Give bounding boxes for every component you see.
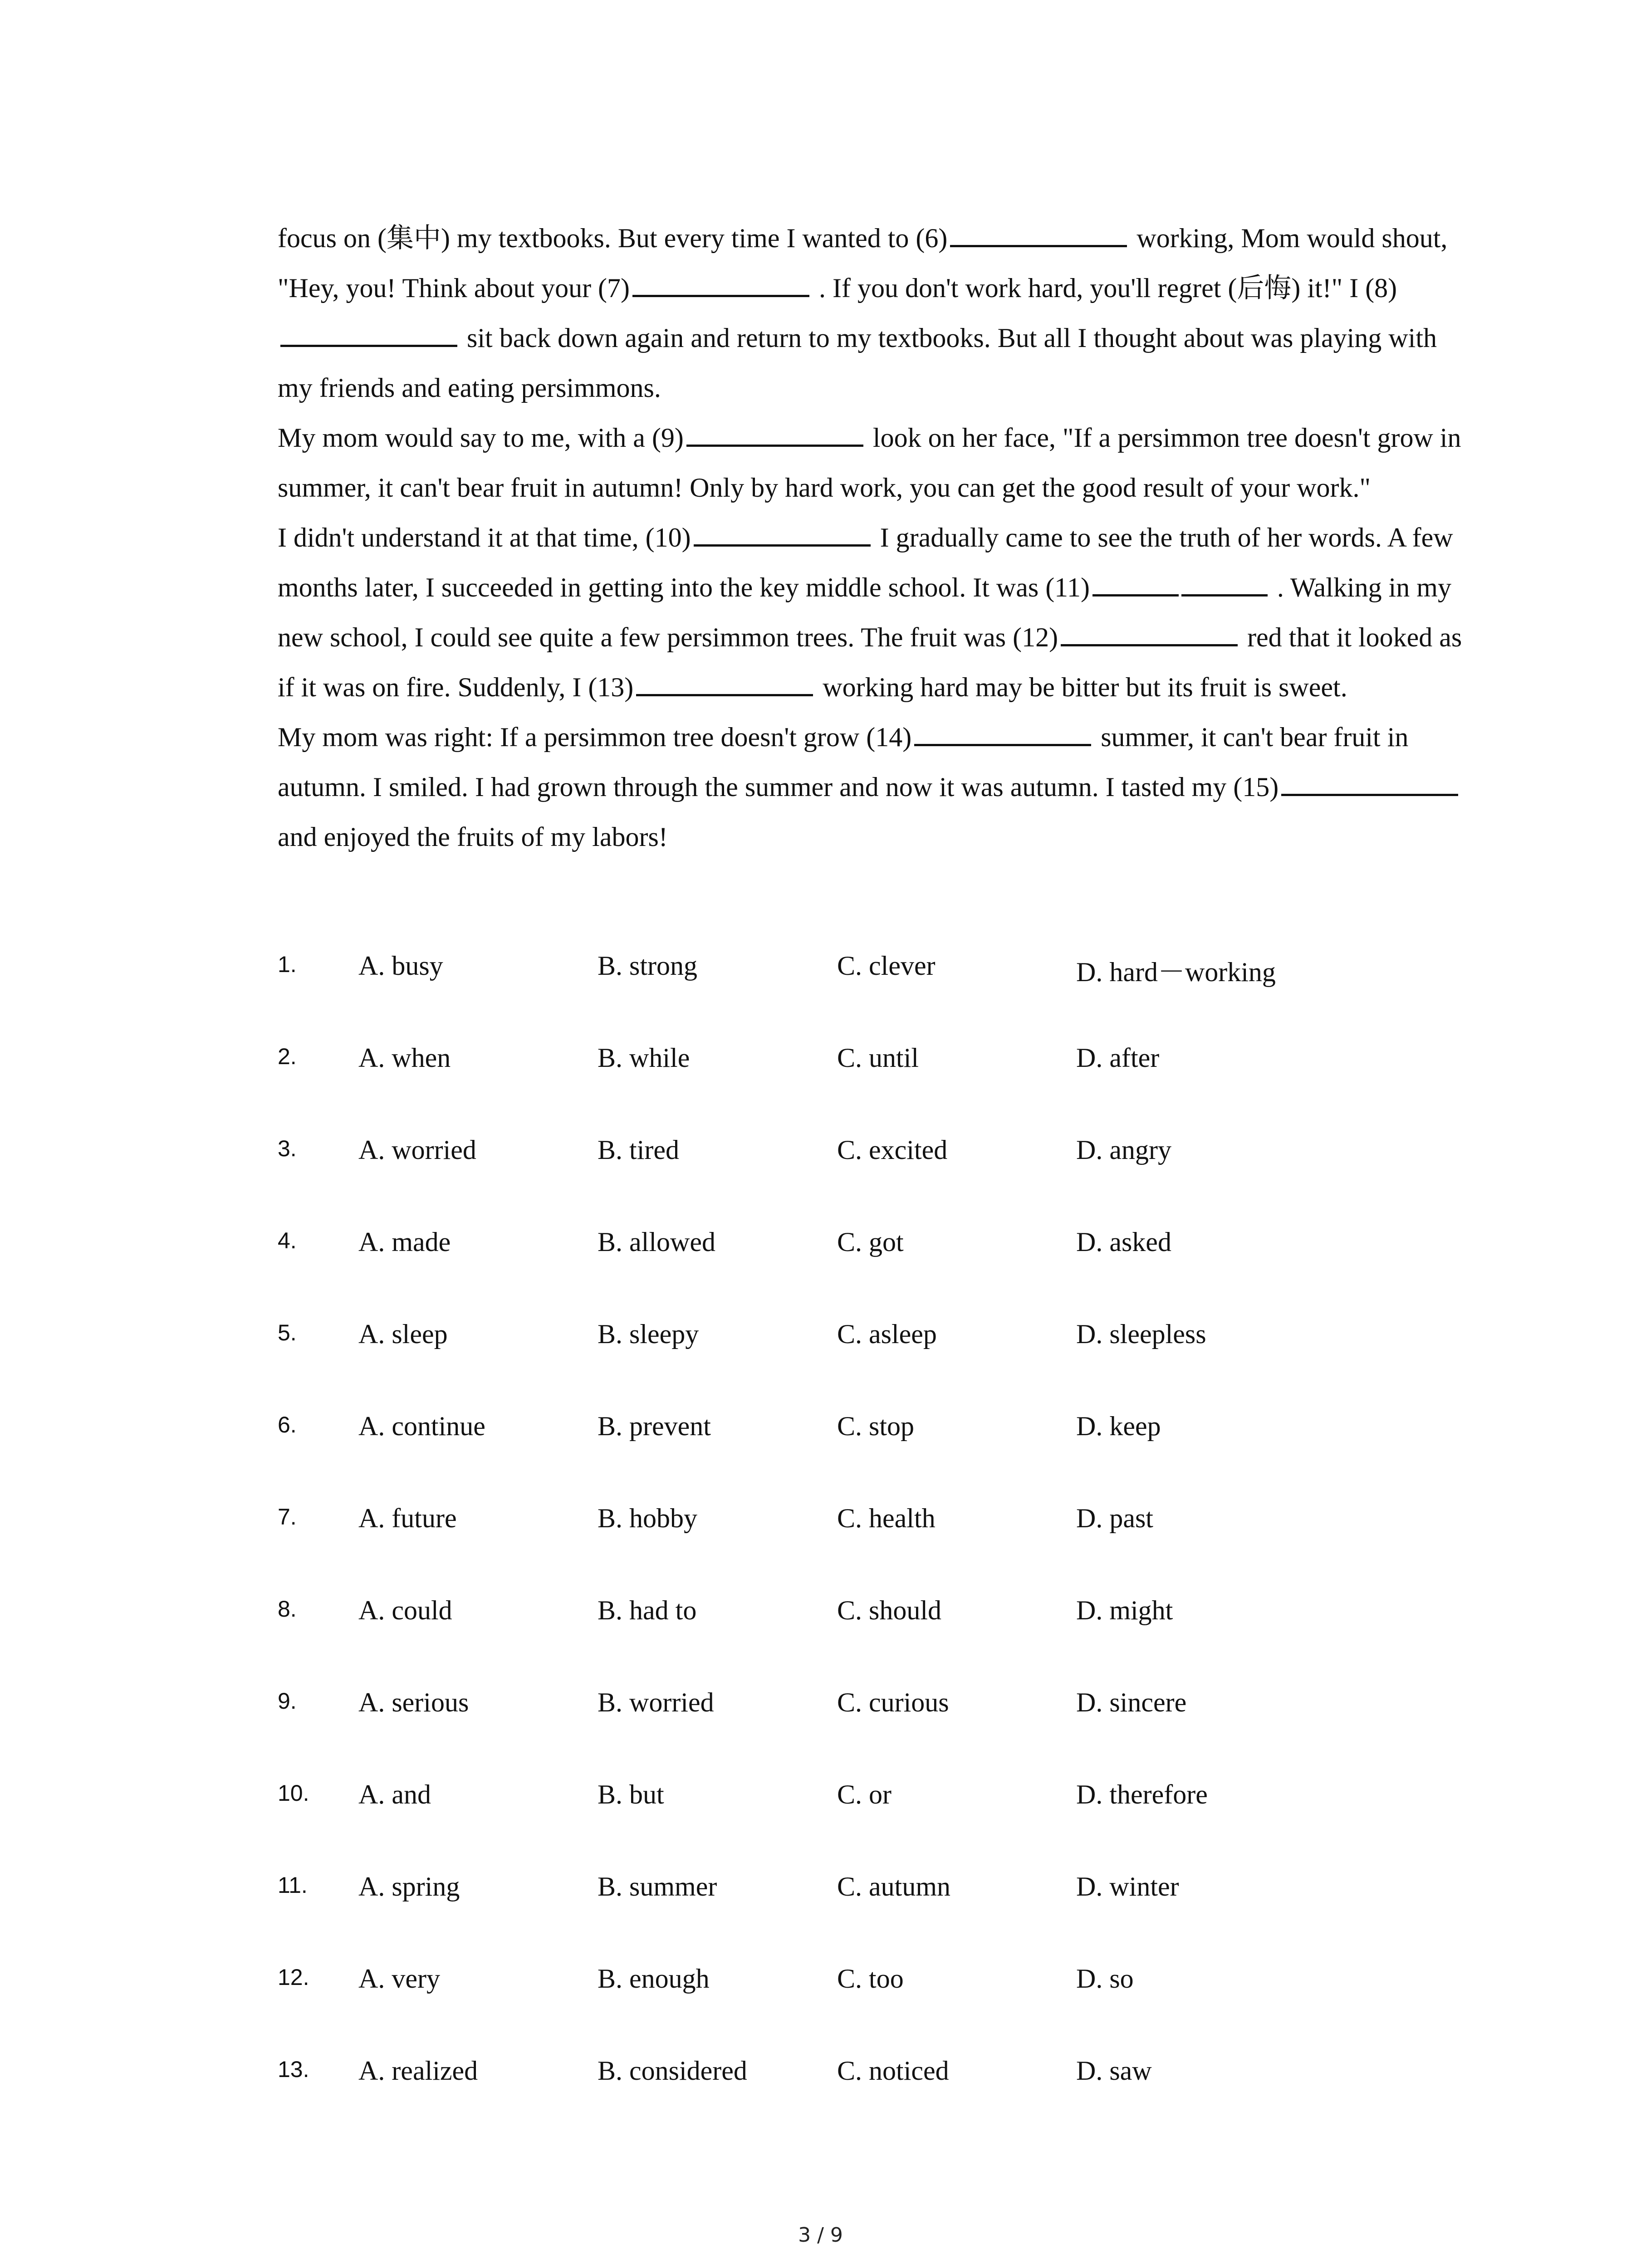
question-number: 4.	[278, 1228, 297, 1253]
question-row	[278, 1687, 1503, 1779]
option-b: B. summer	[598, 1872, 717, 1901]
passage-text: sit back down again and return to my textbooks. But all I thought about was playing with my friends and eating persimmons.	[278, 323, 1437, 403]
option-a: A. could	[358, 1595, 452, 1625]
question-row	[278, 1411, 1503, 1503]
option-c: C. noticed	[837, 2056, 949, 2086]
question-number: 7.	[278, 1504, 297, 1530]
question-row	[278, 1134, 1503, 1227]
question-row	[278, 1042, 1503, 1134]
answer-blank-11	[1092, 562, 1179, 596]
answer-blank-10	[694, 513, 871, 547]
option-b: B. had to	[598, 1595, 697, 1625]
question-number: 1.	[278, 952, 297, 977]
option-c: C. autumn	[837, 1872, 950, 1901]
option-b: B. enough	[598, 1964, 710, 1994]
option-c: C. should	[837, 1595, 942, 1625]
option-c: C. health	[837, 1503, 936, 1533]
question-row	[278, 2055, 1503, 2147]
question-number: 9.	[278, 1688, 297, 1714]
option-c: C. until	[837, 1043, 919, 1073]
passage-text: . If you don't work hard, you'll regret (后悔) it!" I (8)	[812, 273, 1397, 303]
option-c: C. curious	[837, 1687, 949, 1717]
option-b: B. strong	[598, 951, 698, 981]
passage-text: focus on (集中) my textbooks. But every time I wanted to (6)	[278, 223, 948, 253]
paragraph-4	[278, 712, 1466, 862]
answer-blank-6	[950, 213, 1127, 247]
option-b: B. allowed	[598, 1227, 715, 1257]
option-d: D. after	[1076, 1043, 1160, 1073]
question-number: 13.	[278, 2057, 309, 2082]
option-c: C. stop	[837, 1411, 915, 1441]
option-a: A. serious	[358, 1687, 469, 1717]
option-d: D. sleepless	[1076, 1319, 1206, 1349]
option-d: D. angry	[1076, 1135, 1171, 1165]
option-d: D. sincere	[1076, 1687, 1187, 1717]
option-b: B. sleepy	[598, 1319, 699, 1349]
passage-text: look on her face, "If a persimmon tree doesn't grow in summer, it can't bear fruit in autumn! Only by hard work, you can get the good result of your work."	[278, 423, 1461, 503]
option-b: B. worried	[598, 1687, 714, 1717]
question-number: 11.	[278, 1872, 308, 1898]
question-number: 5.	[278, 1320, 297, 1345]
question-number: 10.	[278, 1780, 309, 1806]
passage-text: I gradually came to see the truth of her words. A few months later, I succeeded in getting into the key middle school. It was (11)	[278, 523, 1453, 602]
option-c: C. or	[837, 1779, 892, 1809]
option-d: D. asked	[1076, 1227, 1171, 1257]
paragraph-1	[278, 213, 1466, 413]
option-d: D. keep	[1076, 1411, 1161, 1441]
option-b: B. hobby	[598, 1503, 698, 1533]
option-d: D. winter	[1076, 1872, 1179, 1901]
option-a: A. worried	[358, 1135, 476, 1165]
option-a: A. busy	[358, 951, 443, 981]
question-row	[278, 1503, 1503, 1595]
answer-blank-14	[914, 712, 1091, 746]
paragraph-3	[278, 513, 1466, 712]
question-row	[278, 1595, 1503, 1687]
question-row	[278, 1871, 1503, 1963]
question-options-list	[278, 950, 1503, 2147]
option-b: B. while	[598, 1043, 690, 1073]
passage-text: . Walking in my new school, I could see quite a few persimmon trees. The fruit was (12)	[278, 572, 1451, 652]
answer-blank-11-continued	[1181, 562, 1268, 596]
answer-blank-15	[1281, 762, 1458, 796]
question-number: 8.	[278, 1596, 297, 1622]
question-number: 3.	[278, 1136, 297, 1161]
answer-blank-8	[280, 313, 457, 347]
question-row	[278, 1963, 1503, 2055]
question-row	[278, 1779, 1503, 1871]
page-number: 3 / 9	[798, 2224, 843, 2247]
option-d: D. therefore	[1076, 1779, 1208, 1809]
question-row	[278, 1319, 1503, 1411]
option-c: C. got	[837, 1227, 904, 1257]
question-number: 2.	[278, 1044, 297, 1069]
option-a: A. future	[358, 1503, 457, 1533]
option-d: D. saw	[1076, 2056, 1152, 2086]
option-b: B. considered	[598, 2056, 747, 2086]
option-a: A. spring	[358, 1872, 460, 1901]
option-b: B. tired	[598, 1135, 679, 1165]
paragraph-2	[278, 413, 1466, 513]
option-c: C. too	[837, 1964, 904, 1994]
option-a: A. realized	[358, 2056, 478, 2086]
option-c: C. excited	[837, 1135, 948, 1165]
passage-text: I didn't understand it at that time, (10)	[278, 523, 691, 552]
passage-text: working, Mom would shout, "Hey, you! Think about your (7)	[278, 223, 1448, 303]
answer-blank-12	[1061, 612, 1238, 646]
option-c: C. asleep	[837, 1319, 937, 1349]
option-b: B. but	[598, 1779, 664, 1809]
option-d: D. past	[1076, 1503, 1153, 1533]
passage-text: My mom was right: If a persimmon tree doesn't grow (14)	[278, 722, 912, 752]
question-row	[278, 950, 1503, 1042]
option-a: A. sleep	[358, 1319, 448, 1349]
option-a: A. continue	[358, 1411, 485, 1441]
option-a: A. very	[358, 1964, 440, 1994]
passage-text: red that it looked as if it was on fire. Suddenly, I (13)	[278, 622, 1462, 702]
question-number: 6.	[278, 1412, 297, 1437]
passage-text: My mom would say to me, with a (9)	[278, 423, 684, 453]
answer-blank-9	[686, 413, 863, 447]
option-c: C. clever	[837, 951, 936, 981]
reading-passage	[278, 213, 1466, 862]
passage-text: and enjoyed the fruits of my labors!	[278, 822, 668, 852]
question-row	[278, 1227, 1503, 1319]
passage-text: summer, it can't bear fruit in autumn. I smiled. I had grown through the summer and now it was autumn. I tasted my (15)	[278, 722, 1409, 802]
option-a: A. made	[358, 1227, 451, 1257]
answer-blank-7	[632, 263, 809, 297]
option-a: A. and	[358, 1779, 431, 1809]
option-a: A. when	[358, 1043, 451, 1073]
passage-text: working hard may be bitter but its fruit is sweet.	[816, 672, 1347, 702]
option-d: D. might	[1076, 1595, 1173, 1625]
option-b: B. prevent	[598, 1411, 711, 1441]
answer-blank-13	[636, 662, 813, 696]
option-d: D. so	[1076, 1964, 1134, 1994]
question-number: 12.	[278, 1965, 309, 1990]
option-d: D. hard－working	[1076, 957, 1276, 987]
